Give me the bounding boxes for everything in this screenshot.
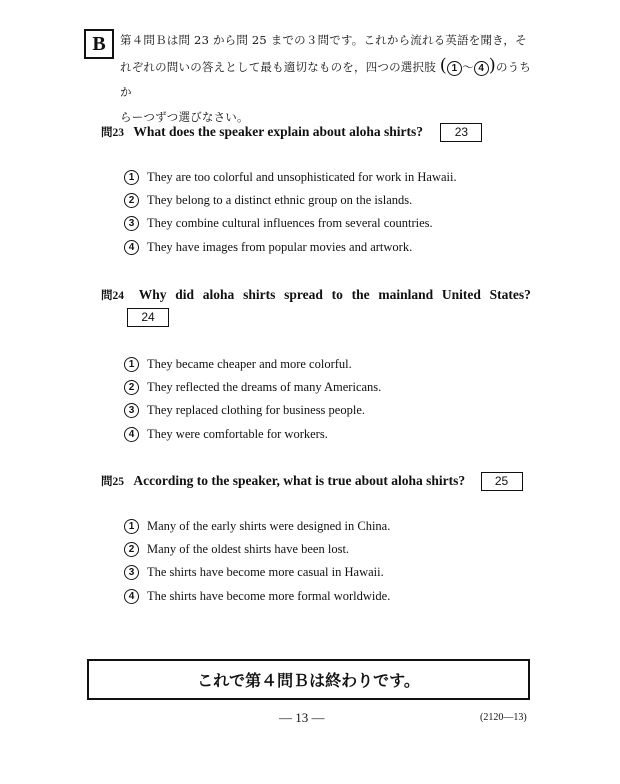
option-text: They combine cultural influences from several countries. (147, 216, 433, 231)
question-23 (101, 123, 482, 142)
option-text: Many of the early shirts were designed in China. (147, 519, 391, 534)
option (124, 538, 390, 561)
option (124, 423, 381, 446)
option-text: They have images from popular movies and artwork. (147, 239, 413, 254)
instructions (120, 28, 540, 130)
choice-range-start: 1 (447, 61, 462, 76)
question-word: United (441, 287, 481, 302)
question-word: to (331, 287, 343, 302)
options-25 (124, 515, 390, 608)
option (124, 236, 457, 259)
option-number: 4 (124, 427, 139, 442)
question-number: 問25 (101, 476, 124, 488)
option (124, 376, 381, 399)
question-word: the (351, 287, 370, 302)
document-code: (2120—13) (480, 712, 527, 723)
question-word: did (175, 287, 195, 302)
question-number: 問23 (101, 127, 124, 139)
option-text: They replaced clothing for business people. (147, 403, 365, 418)
answer-box: 23 (440, 123, 482, 142)
option (124, 399, 381, 422)
question-word: Why (138, 287, 167, 302)
option-text: They became cheaper and more colorful. (147, 357, 352, 372)
question-word: spread (284, 287, 323, 302)
question-word: mainland (378, 287, 434, 302)
question-word: shirts (243, 287, 276, 302)
option-number: 3 (124, 216, 139, 231)
question-24 (101, 287, 531, 327)
option (124, 585, 390, 608)
question-text: According to the speaker, what is true about aloha shirts? (133, 473, 466, 488)
question-word: States? (489, 287, 531, 302)
question-25 (101, 472, 523, 491)
option-number: 2 (124, 193, 139, 208)
instructions-line-3: らーつずつ選びなさい。 (120, 110, 249, 124)
section-letter-box (84, 29, 114, 59)
choice-range-end: 4 (474, 61, 489, 76)
option-number: 2 (124, 542, 139, 557)
option-number: 1 (124, 519, 139, 534)
option-number: 1 (124, 170, 139, 185)
option (124, 189, 457, 212)
question-text: What does the speaker explain about aloha shirts? (133, 124, 424, 139)
option-number: 3 (124, 565, 139, 580)
option (124, 561, 390, 584)
choice-range: ( (439, 55, 447, 76)
option-text: They were comfortable for workers. (147, 426, 328, 441)
answer-box: 24 (127, 308, 169, 327)
section-letter: B (92, 32, 106, 55)
option-number: 3 (124, 403, 139, 418)
instructions-line-1: 第４問Ｂは問 23 から問 25 までの３問です。これから流れる英語を聞き，そ (120, 33, 527, 47)
option (124, 212, 457, 235)
option-number: 2 (124, 380, 139, 395)
question-word: aloha (202, 287, 235, 302)
option-text: The shirts have become more casual in Hawaii. (147, 565, 384, 580)
option (124, 166, 457, 189)
option-number: 4 (124, 589, 139, 604)
option-text: They belong to a distinct ethnic group on the islands. (147, 193, 413, 208)
option (124, 353, 381, 376)
end-notice: これで第４問Ｂは終わりです。 (197, 671, 420, 690)
options-23 (124, 166, 457, 259)
choice-range-suffix: のうちか (120, 60, 532, 99)
question-number: 問24 (101, 290, 124, 302)
end-notice-box (87, 659, 530, 700)
option-number: 1 (124, 357, 139, 372)
choice-range-sep: 〜 (462, 60, 474, 74)
option (124, 515, 390, 538)
answer-box: 25 (481, 472, 523, 491)
instructions-line-2: れぞれの問いの答えとして最も適切なものを，四つの選択肢 ( 1 〜 4 )のうちか (120, 55, 532, 99)
option-text: The shirts have become more formal worldwide. (147, 588, 391, 603)
options-24 (124, 353, 381, 446)
page-number: — 13 — (279, 710, 325, 725)
option-number: 4 (124, 240, 139, 255)
option-text: They are too colorful and unsophisticated for work in Hawaii. (147, 170, 457, 185)
option-text: They reflected the dreams of many Americans. (147, 380, 382, 395)
option-text: Many of the oldest shirts have been lost. (147, 542, 350, 557)
